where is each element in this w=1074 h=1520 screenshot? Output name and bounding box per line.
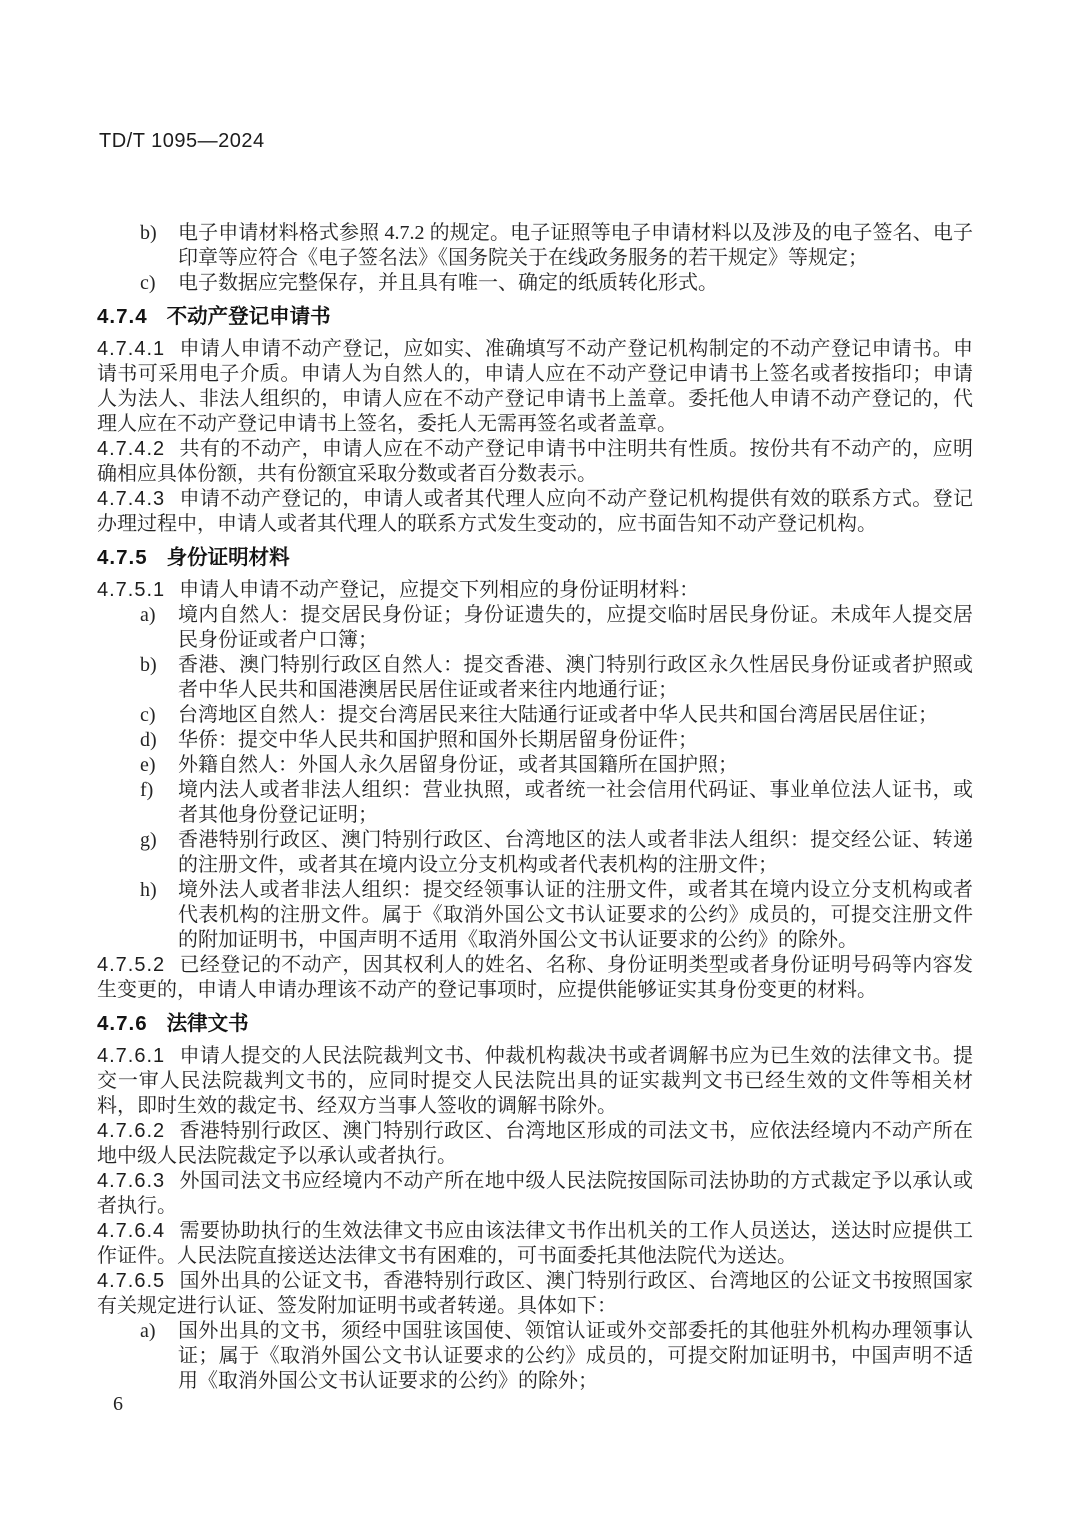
clause-number: 4.7.6.4 <box>97 1220 166 1242</box>
lettered-list <box>97 603 973 953</box>
list-item-text: 境内法人或者非法人组织：营业执照，或者统一社会信用代码证、事业单位法人证书，或者其他身份登记证明； <box>178 779 973 826</box>
list-item-text: 香港特别行政区、澳门特别行政区、台湾地区的法人或者非法人组织：提交经公证、转递的注册文件，或者其在境内设立分支机构或者代表机构的注册文件； <box>178 829 973 876</box>
clause-number: 4.7.6.3 <box>97 1170 166 1192</box>
list-item-marker: d) <box>140 729 157 751</box>
section-heading-4-7-6 <box>97 1011 973 1036</box>
clause-number: 4.7.6.2 <box>97 1120 166 1142</box>
list-item-text: 电子数据应完整保存，并且具有唯一、确定的纸质转化形式。 <box>178 272 718 294</box>
clause-4-7-4-2 <box>97 437 973 487</box>
clause-4-7-4-1 <box>97 337 973 437</box>
list-item-text: 外籍自然人：外国人永久居留身份证，或者其国籍所在国护照； <box>178 754 738 776</box>
section-heading-4-7-4 <box>97 304 973 329</box>
list-item-f <box>97 778 973 828</box>
clause-text: 申请人提交的人民法院裁判文书、仲裁机构裁决书或者调解书应为已生效的法律文书。提交一审人民法院裁判文书的，应同时提交人民法院出具的证实裁判文书已经生效的文件等相关材料，即时生效的裁定书、经双方当事人签收的调解书除外。 <box>97 1045 973 1117</box>
clause-text: 申请不动产登记的，申请人或者其代理人应向不动产登记机构提供有效的联系方式。登记办理过程中，申请人或者其代理人的联系方式发生变动的，应书面告知不动产登记机构。 <box>97 488 973 535</box>
clause-number: 4.7.4.1 <box>97 338 166 360</box>
clause-number: 4.7.5.1 <box>97 579 166 601</box>
clause-number: 4.7.6.1 <box>97 1045 166 1067</box>
list-item-e <box>97 753 973 778</box>
section-number: 4.7.4 <box>97 305 148 328</box>
list-item-b <box>97 653 973 703</box>
list-item-marker: e) <box>140 754 156 776</box>
clause-4-7-6-5 <box>97 1269 973 1319</box>
page-number: 6 <box>113 1393 123 1415</box>
section-title: 身份证明材料 <box>166 546 290 569</box>
list-item-marker: c) <box>140 704 156 726</box>
clause-text: 国外出具的公证文书，香港特别行政区、澳门特别行政区、台湾地区的公证文书按照国家有关规定进行认证、签发附加证明书或者转递。具体如下： <box>97 1270 973 1317</box>
document-code-header: TD/T 1095—2024 <box>99 130 265 152</box>
lettered-list <box>97 1319 973 1394</box>
document-body <box>97 221 973 1394</box>
list-item-text: 台湾地区自然人：提交台湾居民来往大陆通行证或者中华人民共和国台湾居民居住证； <box>178 704 938 726</box>
list-item-text: 国外出具的文书，须经中国驻该国使、领馆认证或外交部委托的其他驻外机构办理领事认证；属于《取消外国公文书认证要求的公约》成员的，可提交附加证明书，中国声明不适用《取消外国公文书认证要求的公约》的除外； <box>178 1320 973 1392</box>
list-item-marker: b) <box>140 222 157 244</box>
clause-4-7-6-2 <box>97 1119 973 1169</box>
lettered-list <box>97 221 973 296</box>
list-item-text: 境外法人或者非法人组织：提交经领事认证的注册文件，或者其在境内设立分支机构或者代表机构的注册文件。属于《取消外国公文书认证要求的公约》成员的，可提交注册文件的附加证明书，中国声明不适用《取消外国公文书认证要求的公约》的除外。 <box>178 879 973 951</box>
clause-4-7-5-2 <box>97 953 973 1003</box>
list-item-h <box>97 878 973 953</box>
list-item-marker: a) <box>140 604 156 626</box>
clause-text: 需要协助执行的生效法律文书应由该法律文书作出机关的工作人员送达，送达时应提供工作证件。人民法院直接送达法律文书有困难的，可书面委托其他法院代为送达。 <box>97 1220 973 1267</box>
list-item-marker: a) <box>140 1320 156 1342</box>
list-item-marker: b) <box>140 654 157 676</box>
clause-number: 4.7.6.5 <box>97 1270 166 1292</box>
clause-text: 外国司法文书应经境内不动产所在地中级人民法院按国际司法协助的方式裁定予以承认或者执行。 <box>97 1170 973 1217</box>
list-item-text: 境内自然人：提交居民身份证；身份证遗失的，应提交临时居民身份证。未成年人提交居民身份证或者户口簿； <box>178 604 973 651</box>
section-heading-4-7-5 <box>97 545 973 570</box>
clause-text: 申请人申请不动产登记，应提交下列相应的身份证明材料： <box>179 579 700 601</box>
clause-text: 已经登记的不动产，因其权利人的姓名、名称、身份证明类型或者身份证明号码等内容发生变更的，申请人申请办理该不动产的登记事项时，应提供能够证实其身份变更的材料。 <box>97 954 973 1001</box>
list-item-marker: f) <box>140 779 154 801</box>
clause-text: 香港特别行政区、澳门特别行政区、台湾地区形成的司法文书，应依法经境内不动产所在地中级人民法院裁定予以承认或者执行。 <box>97 1120 973 1167</box>
list-item-text: 电子申请材料格式参照 4.7.2 的规定。电子证照等电子申请材料以及涉及的电子签名、电子印章等应符合《电子签名法》《国务院关于在线政务服务的若干规定》等规定； <box>178 222 973 269</box>
section-title: 不动产登记申请书 <box>166 305 331 328</box>
list-item-a <box>97 603 973 653</box>
clause-4-7-6-4 <box>97 1219 973 1269</box>
section-title: 法律文书 <box>166 1012 249 1035</box>
list-item-text: 华侨：提交中华人民共和国护照和国外长期居留身份证件； <box>178 729 698 751</box>
list-item-d <box>97 728 973 753</box>
list-item-g <box>97 828 973 878</box>
section-number: 4.7.6 <box>97 1012 148 1035</box>
clause-text: 申请人申请不动产登记，应如实、准确填写不动产登记机构制定的不动产登记申请书。申请书可采用电子介质。申请人为自然人的，申请人应在不动产登记申请书上签名或者按指印；申请人为法人、非法人组织的，申请人应在不动产登记申请书上盖章。委托他人申请不动产登记的，代理人应在不动产登记申请书上签名，委托人无需再签名或者盖章。 <box>97 338 973 435</box>
list-item-marker: h) <box>140 879 157 901</box>
list-item-marker: g) <box>140 829 157 851</box>
list-item-c <box>97 703 973 728</box>
list-item-c <box>97 271 973 296</box>
clause-text: 共有的不动产，申请人应在不动产登记申请书中注明共有性质。按份共有不动产的，应明确相应具体份额，共有份额宜采取分数或者百分数表示。 <box>97 438 973 485</box>
list-item-text: 香港、澳门特别行政区自然人：提交香港、澳门特别行政区永久性居民身份证或者护照或者中华人民共和国港澳居民居住证或者来往内地通行证； <box>178 654 973 701</box>
clause-number: 4.7.4.3 <box>97 488 166 510</box>
clause-4-7-5-1 <box>97 578 973 603</box>
list-item-a <box>97 1319 973 1394</box>
clause-number: 4.7.5.2 <box>97 954 166 976</box>
list-item-b <box>97 221 973 271</box>
clause-4-7-6-3 <box>97 1169 973 1219</box>
clause-4-7-4-3 <box>97 487 973 537</box>
clause-number: 4.7.4.2 <box>97 438 166 460</box>
clause-4-7-6-1 <box>97 1044 973 1119</box>
list-item-marker: c) <box>140 272 156 294</box>
section-number: 4.7.5 <box>97 546 148 569</box>
